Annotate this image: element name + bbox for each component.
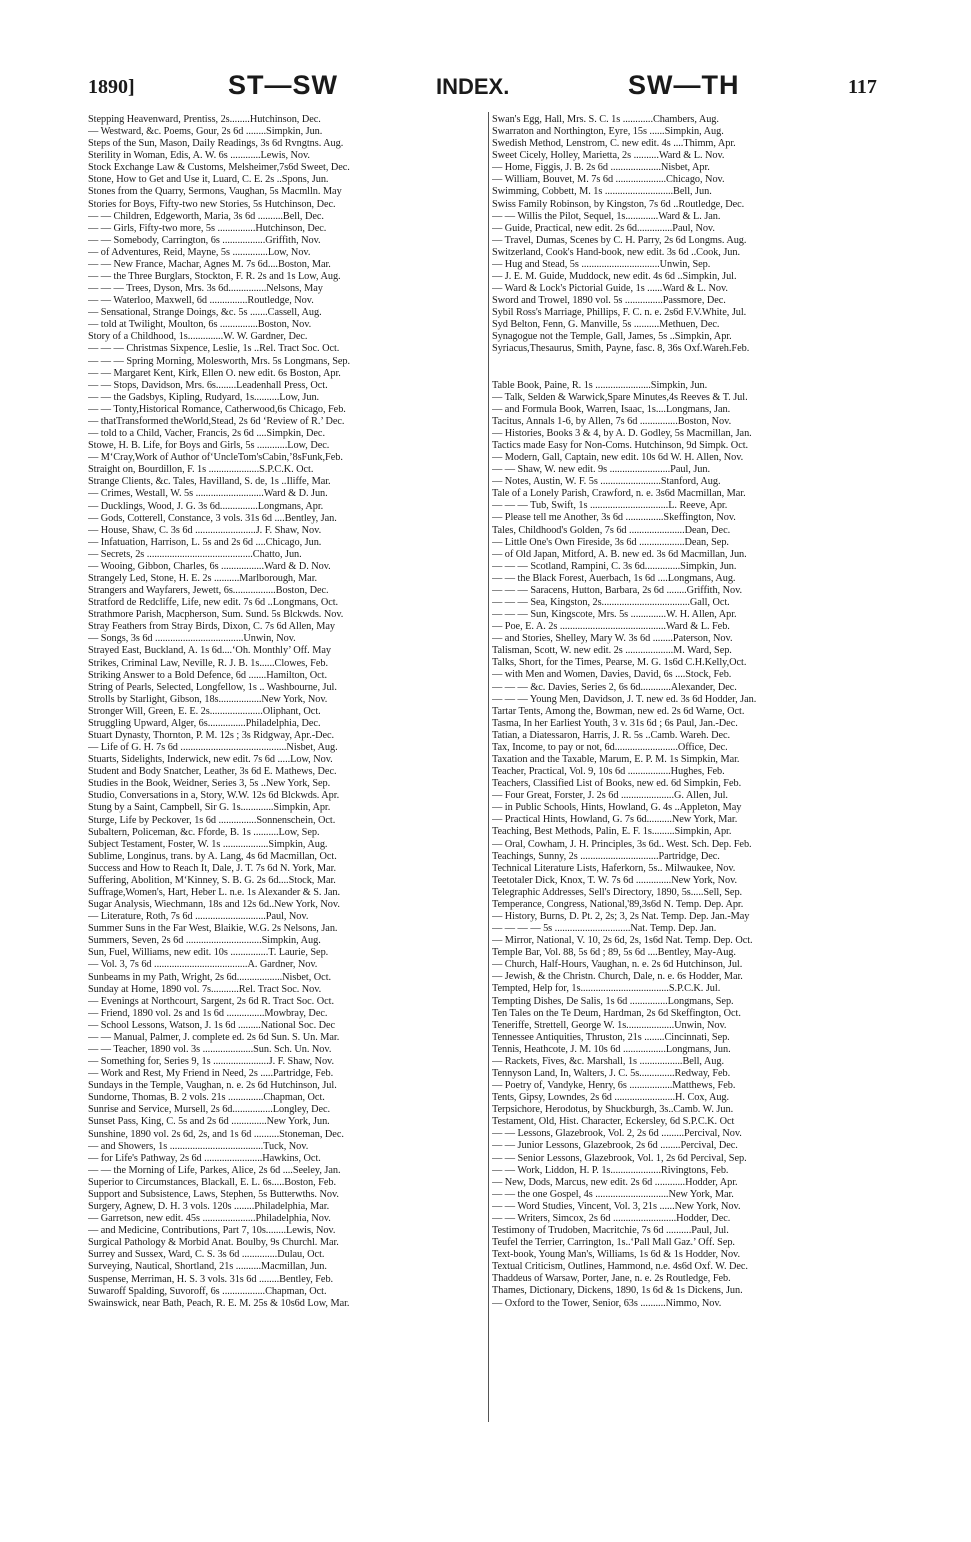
- index-entry: — Ward & Lock's Pictorial Guide, 1s ......Ward & L. Nov.: [492, 283, 728, 295]
- index-entry: Surveying, Nautical, Shortland, 21s ..........Macmillan, Jun.: [88, 1261, 327, 1273]
- index-entry: — — Shaw, W. new edit. 9s ........................Paul, Jun.: [492, 464, 711, 476]
- index-entry: Stowe, H. B. Life, for Boys and Girls, 5s ............Low, Dec.: [88, 440, 330, 452]
- index-entry: — Rackets, Fives, &c. Marshall, 1s .................Bell, Aug.: [492, 1055, 724, 1067]
- index-entry: Studio, Conversations in a, Story, W.W. 12s 6d Blckwds. Apr.: [88, 790, 340, 802]
- index-entry: Tactics made Easy for Non-Coms. Hutchinson, 9d Simpk. Oct.: [492, 439, 749, 451]
- index-entry: — Crimes, Westall, W. 5s ...........................Ward & D. Jun.: [88, 488, 328, 500]
- index-entry: — M‘Cray,Work of Author of‘UncleTom'sCabin,’8sFunk,Feb.: [88, 452, 343, 464]
- index-entry: Switzerland, Cook's Hand-book, new edit. 3s 6d ..Cook, Jun.: [492, 246, 741, 258]
- index-entry: — Sensational, Strange Doings, &c. 5s .......Cassell, Aug.: [88, 307, 322, 319]
- index-entry: Tennyson Land, In, Walters, J. C. 5s..............Redway, Feb.: [492, 1068, 731, 1080]
- index-entry: — Life of G. H. 7s 6d ..........................................Nisbet, Aug.: [88, 742, 338, 754]
- index-entry: Tasma, In her Earliest Youth, 3 v. 31s 6d ; 6s Paul, Jan.-Dec.: [492, 717, 738, 729]
- index-entry: Sunset Pass, King, C. 5s and 2s 6d ..............New York, Jun.: [88, 1116, 330, 1128]
- index-entry: Surgical Pathology & Morbid Anat. Boulby, 9s Churchl. Mar.: [88, 1237, 339, 1249]
- index-entry: Straight on, Bourdillon, F. 1s ....................S.P.C.K. Oct.: [88, 464, 314, 476]
- index-entry: Tennis, Heathcote, J. M. 10s 6d .................Longmans, Jun.: [492, 1043, 731, 1055]
- index-entry: — — Junior Lessons, Glazebrook, 2s 6d ........Percival, Dec.: [492, 1140, 738, 1152]
- index-entry: Subaltern, Policeman, &c. Fforde, B. 1s ..........Low, Sep.: [88, 826, 320, 838]
- index-entry: Tartar Tents, Among the, Bowman, new ed. 2s 6d Warne, Oct.: [492, 705, 745, 717]
- index-entry: — — — Spring Morning, Molesworth, Mrs. 5s Longmans, Sep.: [88, 355, 351, 367]
- index-entry: — Friend, 1890 vol. 2s and 1s 6d ...............Mowbray, Dec.: [88, 1007, 328, 1019]
- index-entry: Support and Subsistence, Laws, Stephen, 5s Butterwths. Nov.: [88, 1188, 339, 1200]
- index-entry: — — Teacher, 1890 vol. 3s ....................Sun. Sch. Un. Nov.: [88, 1044, 332, 1056]
- index-entry: Sunbeams in my Path, Wright, 2s 6d..................Nisbet, Oct.: [88, 971, 332, 983]
- index-entry: Text-book, Young Man's, Williams, 1s 6d & 1s Hodder, Nov.: [492, 1249, 741, 1261]
- index-entry: Strange Clients, &c. Tales, Havilland, S. de, 1s ..Iliffe, Mar.: [88, 476, 331, 488]
- index-entry: — Four Great, Forster, J. 2s 6d .....................G. Allen, Jul.: [492, 790, 728, 802]
- index-entry: — — — Young Men, Davidson, J. T. new ed. 3s 6d Hodder, Jan.: [492, 693, 757, 705]
- index-entry: — Secrets, 2s ..........................................Chatto, Jun.: [88, 548, 302, 560]
- index-entry: Subject Testament, Foster, W. 1s ..................Simpkin, Aug.: [88, 838, 328, 850]
- index-entry: Success and How to Reach It, Dale, J. T. 7s 6d N. York, Mar.: [88, 862, 337, 874]
- index-entry: Sunrise and Service, Mursell, 2s 6d................Longley, Dec.: [88, 1104, 331, 1116]
- index-entry: Tax, Income, to pay or not, 6d.........................Office, Dec.: [492, 741, 728, 753]
- index-entry: Stock Exchange Law & Customs, Melsheimer,7s6d Sweet, Dec.: [88, 162, 350, 174]
- index-entry: Swiss Family Robinson, by Kingston, 7s 6d ..Routledge, Dec.: [492, 198, 745, 210]
- index-entry: — Modern, Gall, Captain, new edit. 10s 6d W. H. Allen, Nov.: [492, 452, 744, 464]
- index-entry: — Oxford to the Tower, Senior, 63s ..........Nimmo, Nov.: [492, 1297, 722, 1309]
- index-entry: Synagogue not the Temple, Gall, James, 5s ..Simpkin, Apr.: [492, 331, 732, 343]
- index-entry: — for Life's Pathway, 2s 6d .......................Hawkins, Oct.: [88, 1152, 321, 1164]
- column-divider: [488, 112, 489, 1422]
- index-entry: — Jewish, & the Christn. Church, Dale, n. e. 6s Hodder, Mar.: [492, 971, 743, 983]
- index-entry: Teachings, Sunny, 2s ...............................Partridge, Dec.: [492, 850, 720, 862]
- index-entry: — J. E. M. Guide, Muddock, new edit. 4s 6d ..Simpkin, Jul.: [492, 271, 737, 283]
- right-range-heading: SW—TH: [628, 70, 740, 100]
- index-entry: Sunshine, 1890 vol. 2s 6d, 2s, and 1s 6d ..........Stoneman, Dec.: [88, 1128, 344, 1140]
- index-entry: Surrey and Sussex, Ward, C. S. 3s 6d ..............Dulau, Oct.: [88, 1249, 325, 1261]
- index-entry: — — — Christmas Sixpence, Leslie, 1s ..Rel. Tract Soc. Oct.: [88, 343, 340, 355]
- index-entry: — — — Saracens, Hutton, Barbara, 2s 6d ........Griffith, Nov.: [492, 584, 743, 596]
- index-entry: Sublime, Longinus, trans. by A. Lang, 4s 6d Macmillan, Oct.: [88, 850, 337, 862]
- index-entry: Taxation and the Taxable, Marum, E. P. M. 1s Simpkin, Mar.: [492, 753, 740, 765]
- index-entry: Superior to Circumstances, Blackall, E. L. 6s.....Boston, Feb.: [88, 1176, 336, 1188]
- index-entry: Sword and Trowel, 1890 vol. 5s ...............Passmore, Dec.: [492, 295, 726, 307]
- index-entry: Summer Suns in the Far West, Blaikie, W.G. 2s Nelsons, Jan.: [88, 923, 338, 935]
- index-entry: — — Waterloo, Maxwell, 6d ...............Routledge, Nov.: [88, 295, 314, 307]
- index-entry: — Notes, Austin, W. F. 5s ........................Stanford, Aug.: [492, 476, 721, 488]
- index-entry: — thatTransformed theWorld,Stead, 2s 6d ‘Review of R.’ Dec.: [88, 415, 345, 427]
- index-entry: Teaching, Best Methods, Palin, E. F. 1s.........Simpkin, Apr.: [492, 826, 732, 838]
- index-entry: — Oral, Cowham, J. H. Principles, 3s 6d.. West. Sch. Dep. Feb.: [492, 838, 752, 850]
- index-entry: Sundorne, Thomas, B. 2 vols. 21s ..............Chapman, Oct.: [88, 1092, 325, 1104]
- index-entry: — Little One's Own Fireside, 3s 6d ..................Dean, Sep.: [492, 536, 729, 548]
- index-entry: — Talk, Selden & Warwick,Spare Minutes,4s Reeves & T. Jul.: [492, 391, 748, 403]
- index-entry: — of Old Japan, Mitford, A. B. new ed. 3s 6d Macmillan, Jun.: [492, 548, 747, 560]
- index-entry: — — — Trees, Dyson, Mrs. 3s 6d...............Nelsons, May: [88, 283, 323, 295]
- index-entry: Striking Answer to a Bold Defence, 6d .......Hamilton, Oct.: [88, 669, 327, 681]
- index-entry: — — the Morning of Life, Parkes, Alice, 2s 6d ....Seeley, Jan.: [88, 1164, 341, 1176]
- index-entry: Strathmore Parish, Macpherson, Sum. Sund. 5s Blckwds. Nov.: [88, 609, 344, 621]
- index-entry: — Vol. 3, 7s 6d .....................................A. Gardner, Nov.: [88, 959, 318, 971]
- index-entry: Tales, Childhood's Golden, 7s 6d ......................Dean, Dec.: [492, 524, 731, 536]
- index-entry: Teachers, Classified List of Books, new ed. 6d Simpkin, Feb.: [492, 778, 742, 790]
- index-entry: Sturge, Life by Peckover, 1s 6d ...............Sonnenschein, Oct.: [88, 814, 336, 826]
- index-entry: Stuart Dynasty, Thornton, P. M. 12s ; 3s Ridgway, Apr.-Dec.: [88, 729, 335, 741]
- index-entry: Talisman, Scott, W. new edit. 2s ...................M. Ward, Sep.: [492, 645, 732, 657]
- index-entry: Stepping Heavenward, Prentiss, 2s........Hutchinson, Dec.: [88, 114, 321, 125]
- index-entry: — — Word Studies, Vincent, Vol. 3, 21s ......New York, Nov.: [492, 1200, 741, 1212]
- index-entry: Swimming, Cobbett, M. 1s ...........................Bell, Jun.: [492, 186, 712, 198]
- index-entry: Table Book, Paine, R. 1s ......................Simpkin, Jun.: [492, 379, 708, 391]
- index-entry: Stray Feathers from Stray Birds, Dixon, C. 7s 6d Allen, May: [88, 621, 336, 633]
- index-entry: Stone, How to Get and Use it, Luard, C. E. 2s ..Spons, Jun.: [88, 174, 329, 186]
- index-entry: String of Pearls, Selected, Longfellow, 1s .. Washbourne, Jul.: [88, 681, 337, 693]
- index-entry: — House, Shaw, C. 3s 6d ........................J. F. Shaw, Nov.: [88, 524, 322, 536]
- index-entry: Steps of the Sun, Mason, Daily Readings, 3s 6d Rvngtns. Aug.: [88, 138, 344, 150]
- index-entry: — Histories, Books 3 & 4, by A. D. Godley, 5s Macmillan, Jan.: [492, 427, 752, 439]
- index-heading: INDEX.: [436, 74, 510, 99]
- page-number: 117: [848, 76, 877, 98]
- index-entry: Telegraphic Addresses, Sell's Directory, 1890, 5s.....Sell, Sep.: [492, 886, 743, 898]
- index-entry: Stuarts, Sidelights, Inderwick, new edit. 7s 6d .....Low, Nov.: [88, 754, 333, 766]
- index-entry: Sterility in Woman, Edis, A. W. 6s ............Lewis, Nov.: [88, 150, 310, 162]
- index-entry: Suspense, Merriman, H. S. 3 vols. 31s 6d ........Bentley, Feb.: [88, 1273, 334, 1285]
- index-entry: — — the Three Burglars, Stockton, F. R. 2s and 1s Low, Aug.: [88, 271, 341, 283]
- index-entry: — and Showers, 1s .....................................Tuck, Nov.: [88, 1140, 309, 1152]
- index-entry: — Hug and Stead, 5s ...............................Unwin, Sep.: [492, 258, 711, 270]
- index-entry: — New, Dods, Marcus, new edit. 2s 6d ............Hodder, Apr.: [492, 1176, 738, 1188]
- index-entry: Stronger Will, Green, E. E. 2s.....................Oliphant, Oct.: [88, 705, 321, 717]
- index-entry: — Ducklings, Wood, J. G. 3s 6d...............Longmans, Apr.: [88, 500, 324, 512]
- left-range-heading: ST—SW: [228, 70, 338, 100]
- index-entry: — — — Sea, Kingston, 2s...................................Gall, Oct.: [492, 596, 730, 608]
- index-entry: Sunday at Home, 1890 vol. 7s...........Rel. Tract Soc. Nov.: [88, 983, 322, 995]
- index-entry: — — Stops, Davidson, Mrs. 6s........Leadenhall Press, Oct.: [88, 379, 328, 391]
- index-entry: Ten Tales on the Te Deum, Hardman, 2s 6d Skeffington, Oct.: [492, 1007, 741, 1019]
- index-entry: — Evenings at Northcourt, Sargent, 2s 6d R. Tract Soc. Oct.: [88, 995, 334, 1007]
- index-entry: Sun, Fuel, Williams, new edit. 10s ...............T. Laurie, Sep.: [88, 947, 329, 959]
- index-entry: Teufel the Terrier, Carrington, 1s..‘Pall Mall Gaz.’ Off. Sep.: [492, 1237, 735, 1249]
- index-entry: Sugar Analysis, Wiechmann, 18s and 12s 6d..New York, Nov.: [88, 899, 340, 911]
- index-entry: — School Lessons, Watson, J. 1s 6d .........National Soc. Dec: [88, 1019, 336, 1031]
- index-entry: Teneriffe, Strettell, George W. 1s...................Unwin, Nov.: [492, 1019, 727, 1031]
- index-entry: Temperance, Congress, National,'89,3s6d N. Temp. Dep. Apr.: [492, 898, 744, 910]
- index-entry: — — the one Gospel, 4s .............................New York, Mar.: [492, 1188, 734, 1200]
- index-entry: Testimony of Trudoben, Macritchie, 7s 6d ..........Paul, Jul.: [492, 1225, 729, 1237]
- index-entry: — — Tonty,Historical Romance, Catherwood,6s Chicago, Feb.: [88, 403, 346, 415]
- index-entry: — Literature, Roth, 7s 6d ............................Paul, Nov.: [88, 911, 309, 923]
- index-entry: Stratford de Redcliffe, Life, new edit. 7s 6d ..Longmans, Oct.: [88, 597, 339, 609]
- index-entry: Tempting Dishes, De Salis, 1s 6d ...............Longmans, Sep.: [492, 995, 734, 1007]
- index-entry: Swedish Method, Lenstrom, C. new edit. 4s ....Thimm, Apr.: [492, 138, 736, 150]
- index-entry: Swarraton and Northington, Eyre, 15s ......Simpkin, Aug.: [492, 126, 724, 138]
- index-entry: — Wooing, Gibbon, Charles, 6s .................Ward & D. Nov.: [88, 560, 331, 572]
- index-entry: Syd Belton, Fenn, G. Manville, 5s ..........Methuen, Dec.: [492, 319, 720, 331]
- index-entry: Sweet Cicely, Holley, Marietta, 2s ..........Ward & L. Nov.: [492, 150, 725, 162]
- index-entry: — and Stories, Shelley, Mary W. 3s 6d ........Paterson, Nov.: [492, 633, 733, 645]
- index-entry: — Westward, &c. Poems, Gour, 2s 6d ........Simpkin, Jun.: [88, 126, 323, 138]
- index-entry: — Practical Hints, Howland, G. 7s 6d..........New York, Mar.: [492, 814, 738, 826]
- index-entry: — Poe, E. A. 2s ..........................................Ward & L. Feb.: [492, 621, 730, 633]
- index-entry: — Church, Half-Hours, Vaughan, n. e. 2s 6d Hutchinson, Jul.: [492, 959, 743, 971]
- index-entry: Testament, Old, Hist. Character, Eckersley, 6d S.P.C.K. Oct: [492, 1116, 735, 1128]
- index-entry: — — — Tub, Swift, 1s ...............................L. Reeve, Apr.: [492, 500, 728, 512]
- index-entry: Teetotaler Dick, Knox, T. W. 7s 6d ..............New York, Nov.: [492, 874, 738, 886]
- index-entry: — — Somebody, Carrington, 6s .................Griffith, Nov.: [88, 234, 321, 246]
- index-entry: — — Margaret Kent, Kirk, Ellen O. new edit. 6s Boston, Apr.: [88, 367, 341, 379]
- index-entry: — of Adventures, Reid, Mayne, 5s ..............Low, Nov.: [88, 246, 311, 258]
- index-entry: — — Writers, Simcox, 2s 6d .........................Hodder, Dec.: [492, 1212, 731, 1224]
- index-entry: Student and Body Snatcher, Leather, 3s 6d E. Mathews, Dec.: [88, 766, 337, 778]
- index-entry: Strangers and Wayfarers, Jewett, 6s.................Boston, Dec.: [88, 585, 329, 597]
- index-entry: Stones from the Quarry, Sermons, Vaughan, 5s Macmlln. May: [88, 186, 342, 198]
- index-entry: Terpsichore, Herodotus, by Shuckburgh, 3s..Camb. W. Jun.: [492, 1104, 734, 1116]
- index-entry: Summers, Seven, 2s 6d ..............................Simpkin, Aug.: [88, 935, 321, 947]
- index-entry: Tatian, a Diatessaron, Harris, J. R. 5s ..Camb. Wareh. Dec.: [492, 729, 731, 741]
- index-entry: — — — Sun, Kingscote, Mrs. 5s ..............W. H. Allen, Apr.: [492, 609, 737, 621]
- index-entry: — in Public Schools, Hints, Howland, G. 4s ..Appleton, May: [492, 802, 742, 814]
- index-entry: Tennessee Antiquities, Thruston, 21s ........Cincinnati, Sep.: [492, 1031, 730, 1043]
- index-entry: Suffrage,Women's, Hart, Heber L. n.e. 1s Alexander & S. Jan.: [88, 887, 341, 898]
- index-entry: Swainswick, near Bath, Peach, R. E. M. 25s & 10s6d Low, Mar.: [88, 1297, 350, 1309]
- index-entry: Strikes, Criminal Law, Neville, R. J. B. 1s......Clowes, Feb.: [88, 657, 328, 669]
- index-entry: — Infatuation, Harrison, L. 5s and 2s 6d ....Chicago, Jun.: [88, 536, 322, 548]
- index-entry: Strolls by Starlight, Gibson, 18s.................New York, Nov.: [88, 693, 328, 705]
- index-entry: Tale of a Lonely Parish, Crawford, n. e. 3s6d Macmillan, Mar.: [492, 488, 746, 500]
- index-entry: Story of a Childhood, 1s..............W. W. Gardner, Dec.: [88, 331, 308, 343]
- index-entry: — — the Black Forest, Auerbach, 1s 6d ....Longmans, Aug.: [492, 572, 736, 584]
- index-entry: Suwaroff Spalding, Suvoroff, 6s .................Chapman, Oct.: [88, 1285, 327, 1297]
- index-entry: — — — Scotland, Rampini, C. 3s 6d..............Simpkin, Jun.: [492, 560, 737, 572]
- index-entry: — William, Bouvet, M. 7s 6d ....................Chicago, Nov.: [492, 174, 725, 186]
- index-entry: Studies in the Book, Weidner, Series 3, 5s ..New York, Sep.: [88, 778, 331, 790]
- left-index-column: [88, 114, 486, 1310]
- index-entry: Tacitus, Annals 1-6, by Allen, 7s 6d ...............Boston, Nov.: [492, 415, 732, 427]
- index-entry: Stories for Boys, Fifty-two new Stories, 5s Hutchinson, Dec.: [88, 198, 336, 210]
- index-entry: — and Formula Book, Warren, Isaac, 1s....Longmans, Jan.: [492, 403, 731, 415]
- index-entry: Strangely Led, Stone, H. E. 2s ..........Marlborough, Mar.: [88, 572, 318, 584]
- index-entry: — Something for, Series 9, 1s ......................J. F. Shaw, Nov.: [88, 1056, 335, 1068]
- index-entry: — — Children, Edgeworth, Maria, 3s 6d ..........Bell, Dec.: [88, 210, 324, 222]
- index-entry: — Gods, Cotterell, Constance, 3 vols. 31s 6d ....Bentley, Jan.: [88, 512, 337, 524]
- index-entry: — — Lessons, Glazebrook, Vol. 2, 2s 6d .........Percival, Nov.: [492, 1128, 742, 1140]
- page-header: [88, 70, 888, 104]
- index-entry: Surgery, Agnew, D. H. 3 vols. 120s ........Philadelphia, Mar.: [88, 1201, 330, 1213]
- index-entry: — Guide, Practical, new edit. 2s 6d..............Paul, Nov.: [492, 222, 715, 234]
- index-entry: — Please tell me Another, 3s 6d ...............Skeffington, Nov.: [492, 512, 736, 524]
- index-entry: — with Men and Women, Davies, David, 6s ....Stock, Feb.: [492, 669, 732, 681]
- index-entry: Struggling Upward, Alger, 6s...............Philadelphia, Dec.: [88, 717, 321, 729]
- index-entry: Tents, Gipsy, Lowndes, 2s 6d ........................H. Cox, Aug.: [492, 1092, 730, 1104]
- index-entry: Teacher, Practical, Vol. 9, 10s 6d .................Hughes, Feb.: [492, 766, 725, 778]
- index-entry: — — Senior Lessons, Glazebrook, Vol. 1, 2s 6d Percival, Sep.: [492, 1152, 747, 1164]
- index-entry: — — Willis the Pilot, Sequel, 1s.............Ward & L. Jan.: [492, 210, 721, 222]
- index-entry: Sybil Ross's Marriage, Phillips, F. C. n. e. 2s6d F.V.White, Jul.: [492, 307, 747, 319]
- index-entry: Thames, Dictionary, Dickens, 1890, 1s 6d & 1s Dickens, Jun.: [492, 1285, 743, 1297]
- index-entry: — Poetry of, Vandyke, Henry, 6s .................Matthews, Feb.: [492, 1080, 736, 1092]
- index-entry: — Travel, Dumas, Scenes by C. H. Parry, 2s 6d Longms. Aug.: [492, 234, 747, 246]
- page-year: 1890]: [88, 76, 135, 98]
- index-entry: — and Medicine, Contributions, Part 7, 10s........Lewis, Nov.: [88, 1225, 336, 1237]
- index-entry: — Songs, 3s 6d ...................................Unwin, Nov.: [88, 633, 296, 645]
- index-entry: — — — — 5s ..............................Nat. Temp. Dep. Jan.: [492, 923, 717, 935]
- index-entry: Sundays in the Temple, Vaughan, n. e. 2s 6d Hutchinson, Jul.: [88, 1080, 337, 1092]
- index-entry: Syriacus,Thesaurus, Smith, Payne, fasc. 8, 36s Oxf.Wareh.Feb.: [492, 343, 750, 355]
- index-entry: Thaddeus of Warsaw, Porter, Jane, n. e. 2s Routledge, Feb.: [492, 1273, 731, 1285]
- index-entry: — Home, Figgis, J. B. 2s 6d ....................Nisbet, Apr.: [492, 162, 710, 174]
- index-entry: Technical Literature Lists, Haferkorn, 5s.. Milwaukee, Nov.: [492, 862, 736, 874]
- index-entry: Temple Bar, Vol. 88, 5s 6d ; 89, 5s 6d ....Bentley, May-Aug.: [492, 947, 736, 959]
- index-entry: — Work and Rest, My Friend in Need, 2s .....Partridge, Feb.: [88, 1068, 334, 1080]
- index-entry: Textual Criticism, Outlines, Hammond, n.e. 4s6d Oxf. W. Dec.: [492, 1261, 748, 1273]
- index-entry: Talks, Short, for the Times, Pearse, M. G. 1s6d C.H.Kelly,Oct.: [492, 657, 747, 669]
- index-entry: — told at Twilight, Moulton, 6s ...............Boston, Nov.: [88, 319, 312, 331]
- index-entry: — — Manual, Palmer, J. complete ed. 2s 6d Sun. S. Un. Mar.: [88, 1031, 340, 1043]
- index-entry: — — New France, Machar, Agnes M. 7s 6d....Boston, Mar.: [88, 258, 331, 270]
- index-entry: — — the Gadsbys, Kipling, Rudyard, 1s..........Low, Jun.: [88, 391, 320, 403]
- index-entry: Stung by a Saint, Campbell, Sir G. 1s.............Simpkin, Apr.: [88, 802, 331, 814]
- index-entry: — — Work, Liddon, H. P. 1s....................Rivingtons, Feb.: [492, 1164, 729, 1176]
- index-entry: — Mirror, National, V. 10, 2s 6d, 2s, 1s6d Nat. Temp. Dep. Oct.: [492, 935, 753, 947]
- index-entry: — told to a Child, Vacher, Francis, 2s 6d ....Simpkin, Dec.: [88, 428, 325, 440]
- index-entry: — — — &c. Davies, Series 2, 6s 6d............Alexander, Dec.: [492, 681, 737, 693]
- index-entry: Swan's Egg, Hall, Mrs. S. C. 1s ............Chambers, Aug.: [492, 114, 719, 125]
- index-entry: Tempted, Help for, 1s...................................S.P.C.K. Jul.: [492, 983, 721, 995]
- index-entry: Suffering, Abolition, M‘Kinney, S. B. G. 2s 6d....Stock, Mar.: [88, 874, 336, 886]
- index-entry: — — Girls, Fifty-two more, 5s ...............Hutchinson, Dec.: [88, 222, 327, 234]
- index-entry: — History, Burns, D. Pt. 2, 2s; 3, 2s Nat. Temp. Dep. Jan.-May: [492, 911, 750, 922]
- right-index-column: [492, 114, 890, 1310]
- index-entry: Strayed East, Buckland, A. 1s 6d....‘Oh. Monthly’ Off. May: [88, 645, 331, 657]
- index-entry: — Garretson, new edit. 45s .....................Philadelphia, Nov.: [88, 1213, 331, 1225]
- index-entry: [492, 356, 890, 380]
